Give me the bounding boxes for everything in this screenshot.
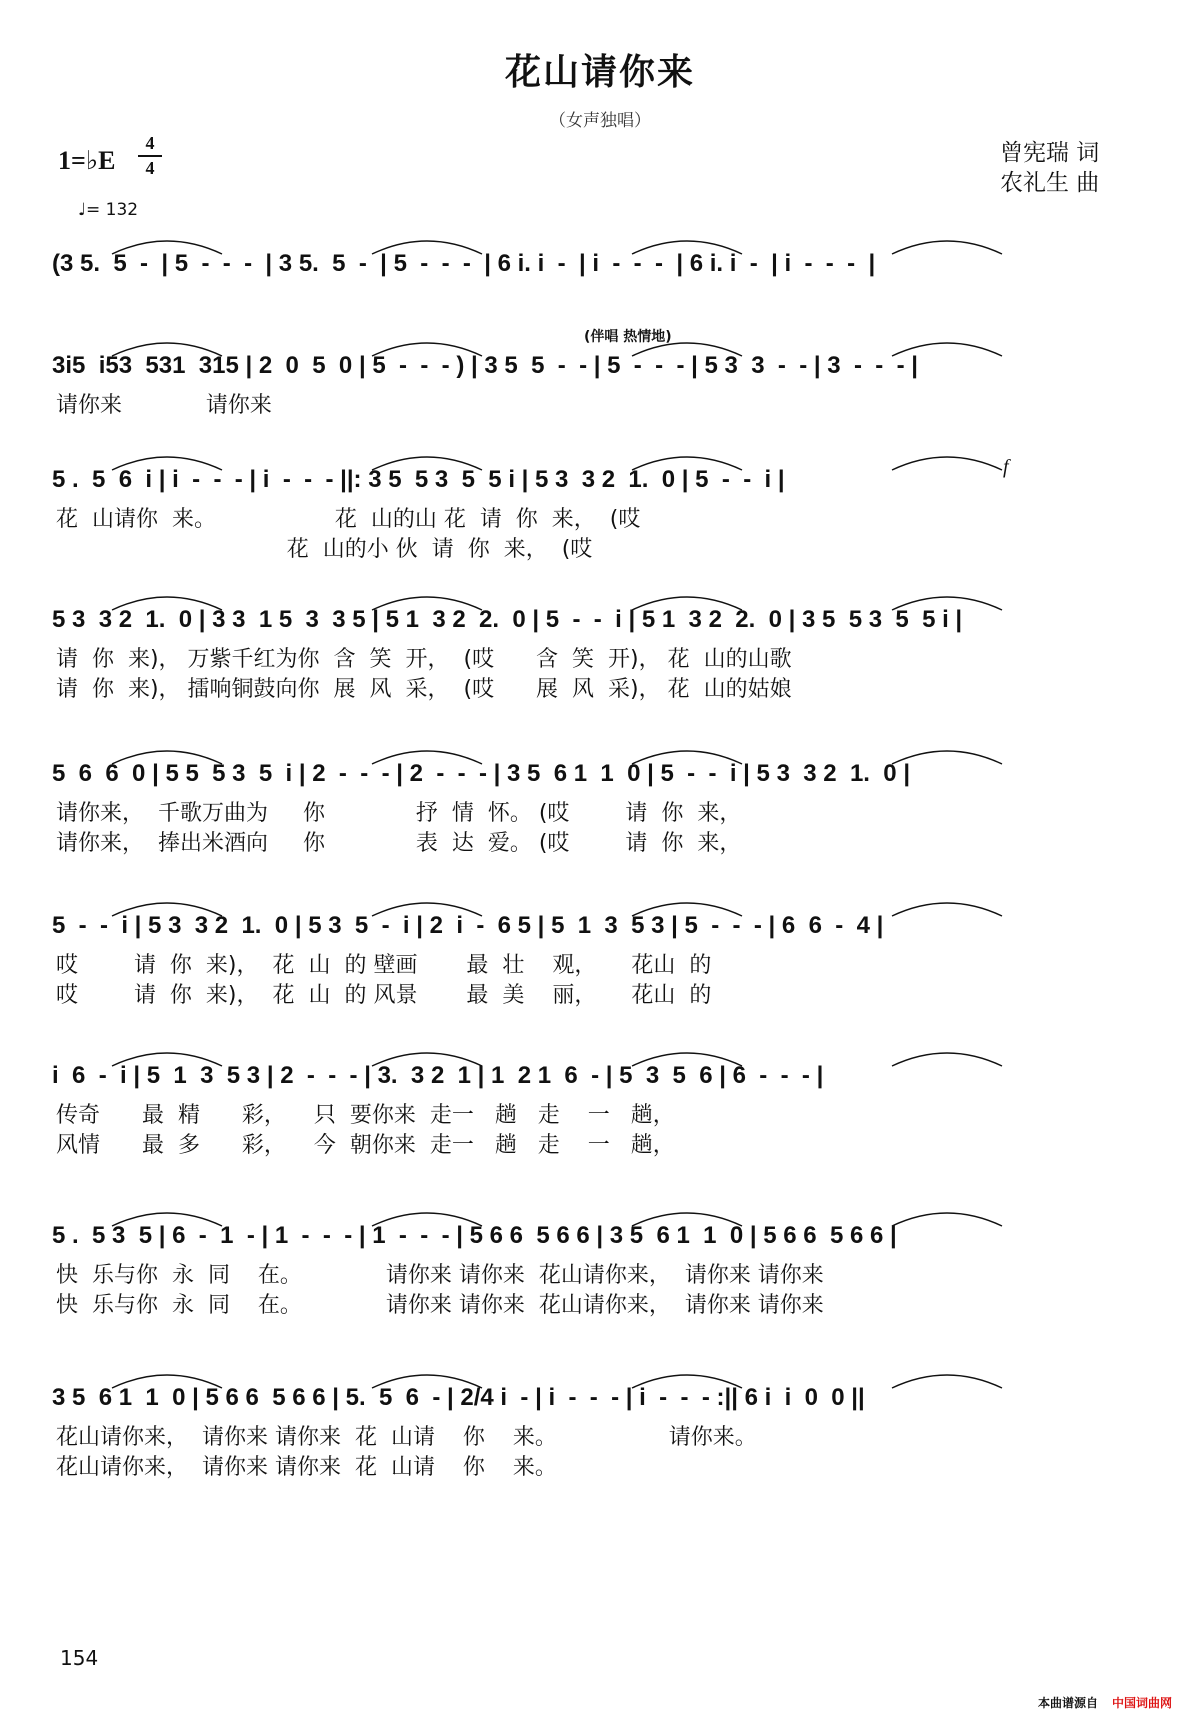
notation-line: i 6 - i | 5 1 3 5 3 | 2 - - - | 3. 3 2 1 | 1 2 1 6 - | 5 3 5 6 | 6 - - - | [52, 1062, 824, 1089]
lyrics-verse-2: 快 乐与你 永 同 在。 请你来 请你来 花山请你来， 请你来 请你来 [56, 1293, 824, 1318]
notation-line: 3i5 i53 531 315 | 2 0 5 0 | 5 - - - ) | 3 5 5 - - | 5 - - - | 5 3 3 - - | 3 - - - | [52, 352, 918, 379]
notation-line: 5 - - i | 5 3 3 2 1. 0 | 5 3 5 - i | 2 i - 6 5 | 5 1 3 5 3 | 5 - - - | 6 6 - 4 | [52, 912, 884, 939]
lyrics-verse-1: 请你来 请你来 [56, 393, 272, 418]
slur-mark [892, 1053, 1002, 1066]
slur-mark [892, 1213, 1002, 1226]
source-label: 本曲谱源自 [1038, 1696, 1099, 1710]
source-site: 中国词曲网 [1112, 1696, 1173, 1710]
time-signature [138, 133, 162, 179]
lyrics-verse-1: 请 你 来)， 万紫千红为你 含 笑 开， (哎 含 笑 开)， 花 山的山歌 [56, 647, 792, 672]
tempo-marking: ♩= 132 [78, 200, 139, 220]
notation-line: 3 5 6 1 1 0 | 5 6 6 5 6 6 | 5. 5 6 - | 2/4 i - | i - - - | i - - - :|| 6 i i 0 0 || [52, 1384, 865, 1411]
page-number: 154 [60, 1646, 99, 1670]
notation-line: 5 3 3 2 1. 0 | 3 3 1 5 3 3 5 | 5 1 3 2 2. 0 | 5 - - i | 5 1 3 2 2. 0 | 3 5 5 3 5 5 i | [52, 606, 963, 633]
slur-mark [892, 903, 1002, 916]
dynamic-marking: f [1003, 456, 1009, 478]
lyricist-credit: 曾宪瑞 词 [1000, 140, 1100, 166]
lyrics-verse-2: 风情 最 多 彩， 今 朝你来 走一 趟 走 一 趟， [56, 1133, 675, 1158]
notation-line: 5 . 5 3 5 | 6 - 1 - | 1 - - - | 1 - - - | 5 6 6 5 6 6 | 3 5 6 1 1 0 | 5 6 6 5 6 6 | [52, 1222, 897, 1249]
composer-credit: 农礼生 曲 [1000, 170, 1100, 196]
lyrics-verse-1: 传奇 最 精 彩， 只 要你来 走一 趟 走 一 趟， [56, 1103, 675, 1128]
lyrics-verse-1: 花 山请你 来。 花 山的山 花 请 你 来， (哎 [56, 507, 641, 532]
lyrics-verse-2: 哎 请 你 来)， 花 山 的 风景 最 美 丽， 花山 的 [56, 983, 712, 1008]
time-denominator: 4 [145, 158, 155, 178]
song-subtitle: （女声独唱） [549, 111, 651, 131]
lyrics-verse-2: 花 山的小 伙 请 你 来， (哎 [56, 537, 593, 562]
notation-line: 5 . 5 6 i | i - - - | i - - - ||: 3 5 5 3 5 5 i | 5 3 3 2 1. 0 | 5 - - i | [52, 466, 785, 493]
lyrics-verse-2: 请你来， 捧出米酒向 你 表 达 爱。 (哎 请 你 来， [56, 831, 742, 856]
lyrics-verse-1: 哎 请 你 来)， 花 山 的 壁画 最 壮 观， 花山 的 [56, 953, 712, 978]
song-title: 花山请你来 [504, 52, 695, 93]
lyrics-verse-2: 花山请你来， 请你来 请你来 花 山请 你 来。 [56, 1455, 557, 1480]
time-numerator: 4 [145, 133, 155, 153]
key-signature: 1=♭E [58, 146, 116, 175]
notation-line: 5 6 6 0 | 5 5 5 3 5 i | 2 - - - | 2 - - - | 3 5 6 1 1 0 | 5 - - i | 5 3 3 2 1. 0 | [52, 760, 911, 787]
lyrics-verse-1: 请你来， 千歌万曲为 你 抒 情 怀。 (哎 请 你 来， [56, 801, 742, 826]
lyrics-verse-1: 快 乐与你 永 同 在。 请你来 请你来 花山请你来， 请你来 请你来 [56, 1263, 824, 1288]
slur-mark [892, 457, 1002, 470]
slur-mark [892, 1375, 1002, 1388]
slur-mark [892, 241, 1002, 254]
lyrics-verse-2: 请 你 来)， 擂响铜鼓向你 展 风 采， (哎 展 风 采)， 花 山的姑娘 [56, 677, 792, 702]
accompaniment-annotation: (伴唱 热情地) [584, 329, 672, 345]
lyrics-verse-1: 花山请你来， 请你来 请你来 花 山请 你 来。 请你来。 [56, 1425, 757, 1450]
notation-line: (3 5. 5 - | 5 - - - | 3 5. 5 - | 5 - - - | 6 i. i - | i - - - | 6 i. i - | i - - - | [52, 250, 876, 277]
